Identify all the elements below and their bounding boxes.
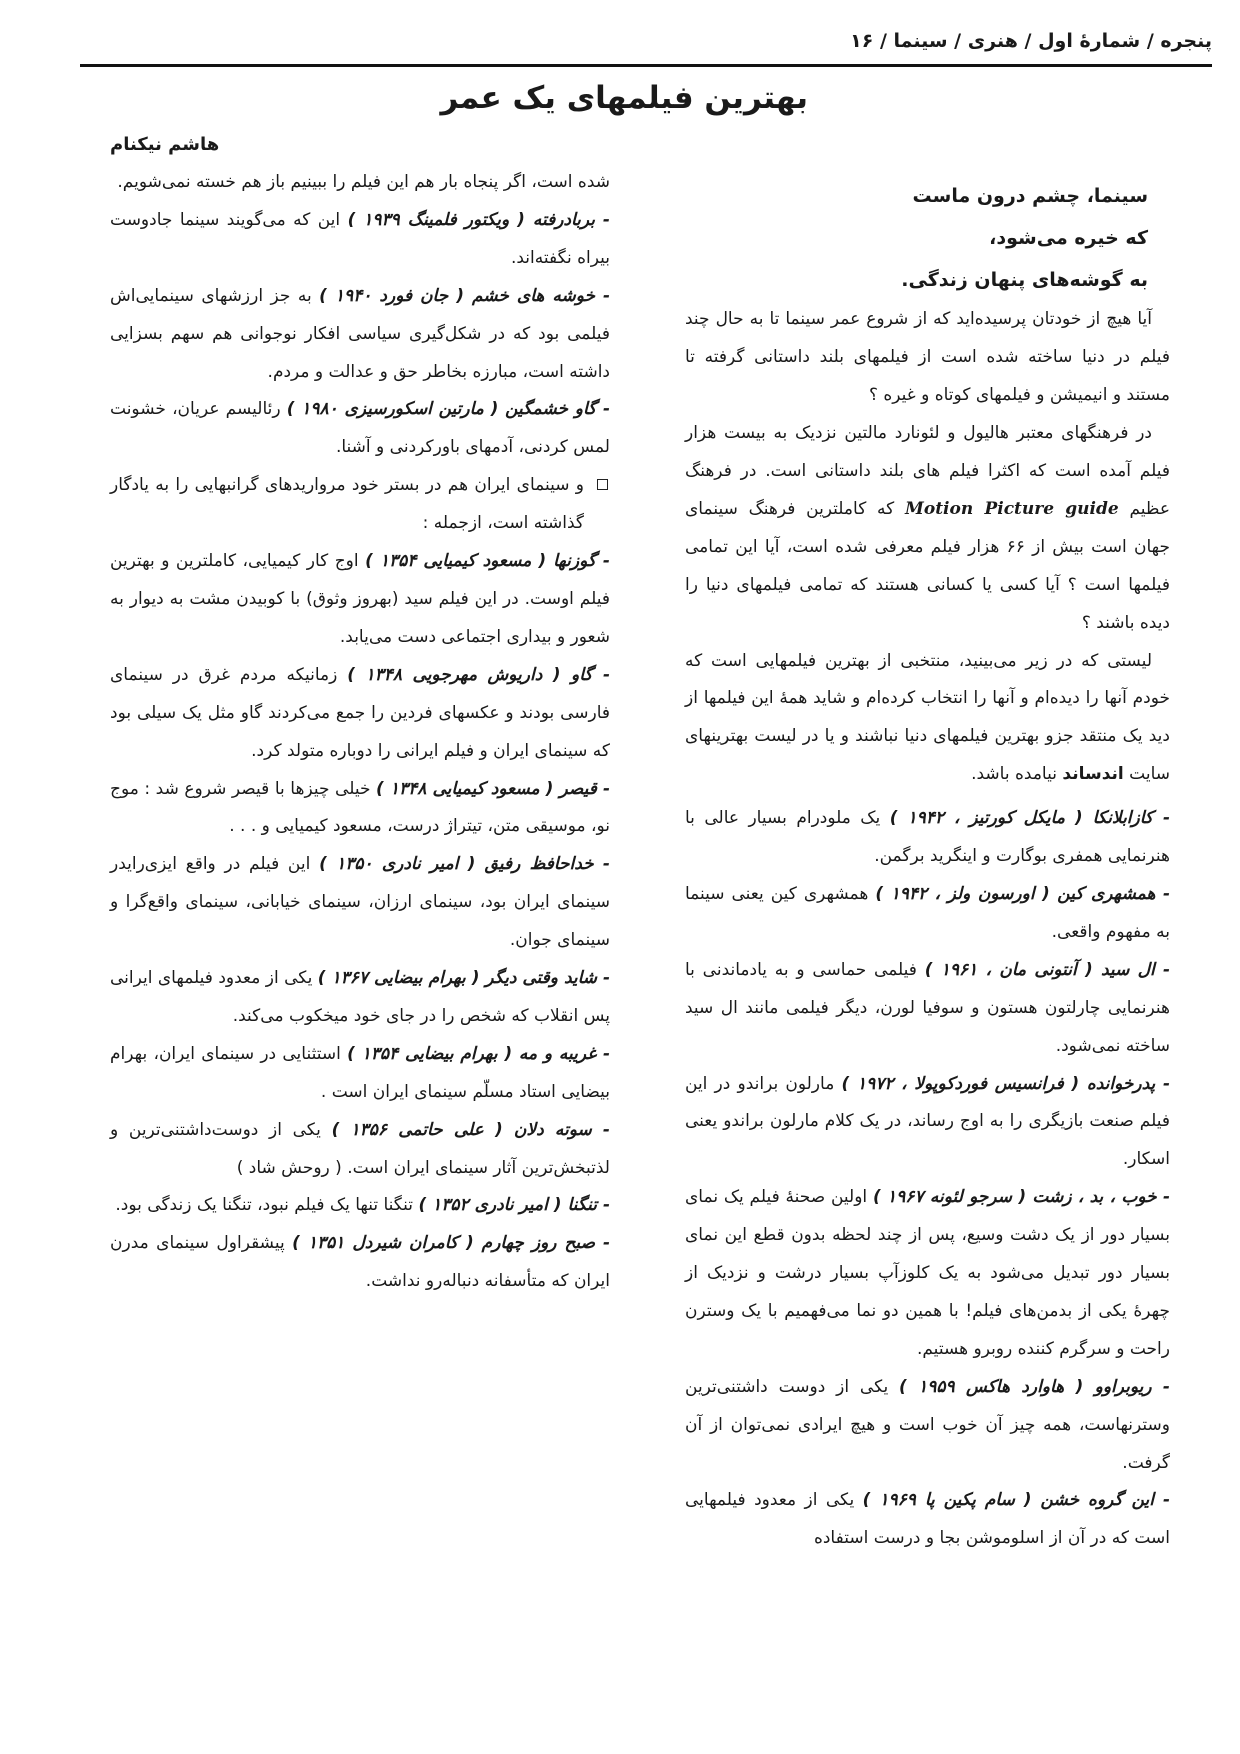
- film-entry: [110, 1036, 610, 1112]
- film-text: همشهری کین یعنی سینما به مفهوم واقعی.: [685, 883, 1170, 942]
- iranian-cinema-intro: [110, 467, 610, 543]
- film-title: - غریبه و مه ( بهرام بیضایی ۱۳۵۴ ): [347, 1043, 610, 1064]
- film-entry: [685, 1066, 1170, 1180]
- square-bullet-icon: [597, 479, 608, 490]
- film-title: - بربادرفته ( ویکتور فلمینگ ۱۹۳۹ ): [347, 209, 610, 230]
- intro-2-text-before: در فرهنگهای معتبر هالیول و لئونارد مالتین نزدیک به بیست هزار فیلم آمده است که اکثرا فیلم های بلند داستانی است. در فرهنگ عظیم: [685, 423, 1170, 519]
- film-text: یکی از دوست‌داشتنی‌ترین و لذتبخش‌ترین آثار سینمای ایران است. ( روحش شاد ): [110, 1119, 610, 1178]
- film-text: یکی از معدود فیلمهای ایرانی پس انقلاب که شخص را در جای خود میخکوب می‌کند.: [110, 968, 610, 1026]
- film-entry: [110, 657, 610, 771]
- film-title: - کازابلانکا ( مایکل کورتیز ، ۱۹۴۲ ): [889, 808, 1171, 829]
- film-title: - این گروه خشن ( سام پکین پا ۱۹۶۹ ): [862, 1490, 1171, 1511]
- intro-3-text-after: نیامده باشد.: [971, 764, 1057, 785]
- intro-2-text-after: که کاملترین فرهنگ سینمای جهان است بیش از ۶۶ هزار فیلم معرفی شده است، آیا این تمامی فیلمها است ؟ آیا کسی یا کسانی هستند که تمامی فیلمهای دنیا را دیده باشند ؟: [685, 498, 1170, 633]
- header-rule: [80, 64, 1212, 67]
- article-title: بهترین فیلمهای یک عمر: [440, 80, 808, 116]
- lead-line-1: سینما، چشم درون ماست: [912, 185, 1148, 207]
- film-entry: [110, 391, 610, 467]
- film-text: رئالیسم عریان، خشونت لمس کردنی، آدمهای باورکردنی و آشنا.: [110, 399, 610, 458]
- left-column: [110, 164, 610, 1301]
- running-header: پنجره / شمارهٔ اول / هنری / سینما / ۱۶: [850, 30, 1212, 52]
- film-entry: [110, 543, 610, 657]
- intro-paragraph-1: آیا هیچ از خودتان پرسیده‌اید که از شروع عمر سینما تا به حال چند فیلم در دنیا ساخته شده است از فیلمهای بلند داستانی گرفته تا مستند و انیمیشن و فیلمهای کوتاه و غیره ؟: [685, 309, 1170, 406]
- film-title: - تنگنا ( امیر نادری ۱۳۵۲ ): [418, 1195, 610, 1216]
- film-text: پیشقراول سینمای مدرن ایران که متأسفانه دنباله‌رو نداشت.: [110, 1233, 610, 1292]
- film-entry: [685, 952, 1170, 1066]
- film-entry: [685, 1369, 1170, 1483]
- film-entry: [110, 771, 610, 847]
- film-entry: [110, 278, 610, 392]
- film-entry: [685, 1482, 1170, 1558]
- film-text: استثنایی در سینمای ایران، بهرام بیضایی استاد مسلّم سینمای ایران است .: [110, 1043, 610, 1102]
- film-text: اوج کار کیمیایی، کاملترین و بهترین فیلم اوست. در این فیلم سید (بهروز وثوق) با کوبیدن مشت به دیوار به شعور و بیداری اجتماعی دست می‌یابد.: [110, 551, 610, 647]
- film-text: این فیلم در واقع ایزی‌رایدر سینمای ایران بود، سینمای ارزان، سینمای خیابانی، سینمای واقع‌گرا و سینمای جوان.: [110, 854, 610, 951]
- film-title: - سوته دلان ( علی حاتمی ۱۳۵۶ ): [331, 1119, 610, 1140]
- film-title: - خوشه های خشم ( جان فورد ۱۹۴۰ ): [319, 285, 611, 306]
- english-title: Motion Picture guide: [905, 498, 1119, 519]
- right-entry-list: [685, 800, 1170, 1558]
- intro-3-text-before: لیستی که در زیر می‌بینید، منتخبی از بهترین فیلمهایی است که خودم آنها را دیده‌ام و آنها را انتخاب کرده‌ام و شاید همهٔ این فیلمها از دید یک منتقد جزو بهترین فیلمهای دنیا نباشند و یا در لیست بهترینهای سایت: [685, 650, 1170, 785]
- film-entry: [110, 202, 610, 278]
- film-text: یکی از معدود فیلمهایی است که در آن از اسلوموشن بجا و درست استفاده: [685, 1490, 1170, 1549]
- intro-paragraph-2: [685, 415, 1170, 642]
- film-title: - گاو خشمگین ( مارتین اسکورسیزی ۱۹۸۰ ): [286, 399, 610, 420]
- film-title: - قیصر ( مسعود کیمیایی ۱۳۴۸ ): [376, 778, 611, 799]
- film-title: - خداحافظ رفیق ( امیر نادری ۱۳۵۰ ): [319, 854, 610, 875]
- film-title: - گاو ( داریوش مهرجویی ۱۳۴۸ ): [347, 664, 610, 685]
- intro-3-bold: اندساند: [1062, 764, 1124, 785]
- lead-line-2: که خیره می‌شود،: [989, 226, 1148, 249]
- film-title: - شاید وقتی دیگر ( بهرام بیضایی ۱۳۶۷ ): [317, 968, 610, 989]
- film-entry: [110, 846, 610, 960]
- film-text: خیلی چیزها با قیصر شروع شد : موج نو، موسیقی متن، تیتراژ درست، مسعود کیمیایی و . . .: [110, 778, 610, 837]
- film-entry: [110, 1187, 610, 1225]
- bullet-intro-text: و سینمای ایران هم در بستر خود مرواریدهای گرانبهایی را به یادگار گذاشته است، ازجمله :: [110, 475, 584, 534]
- film-title: - ریوبراوو ( هاوارد هاکس ۱۹۵۹ ): [899, 1376, 1170, 1397]
- right-column: [685, 176, 1170, 1558]
- film-text: این که می‌گویند سینما جادوست بیراه نگفته‌اند.: [110, 209, 610, 268]
- film-text: یکی از دوست داشتنی‌ترین وسترنهاست، همه چیز آن خوب است و هیچ ایرادی نمی‌توان از آن گرفت.: [685, 1376, 1170, 1473]
- film-title: - گوزنها ( مسعود کیمیایی ۱۳۵۴ ): [365, 551, 610, 572]
- continuation-text: شده است، اگر پنجاه بار هم این فیلم را ببینیم باز هم خسته نمی‌شویم.: [117, 172, 610, 192]
- film-entry: [110, 960, 610, 1036]
- film-title: - خوب ، بد ، زشت ( سرجو لئونه ۱۹۶۷ ): [872, 1187, 1171, 1208]
- lead-line-3: به گوشه‌های پنهان زندگی.: [901, 268, 1148, 291]
- film-title: - پدرخوانده ( فرانسیس فوردکوپولا ، ۱۹۷۲ ): [841, 1073, 1170, 1094]
- film-text: مارلون براندو در این فیلم صنعت بازیگری را به اوج رساند، در یک کلام مارلون براندو یعنی اسکار.: [685, 1073, 1170, 1170]
- film-title: - همشهری کین ( اورسون ولز ، ۱۹۴۲ ): [875, 883, 1170, 904]
- film-entry: [685, 1179, 1170, 1369]
- film-text: فیلمی حماسی و به یادماندنی با هنرنمایی چارلتون هستون و سوفیا لورن، دیگر فیلمی مانند ال سید ساخته نمی‌شود.: [685, 959, 1170, 1056]
- film-text: تنگنا تنها یک فیلم نبود، تنگنا یک زندگی بود.: [115, 1195, 414, 1216]
- film-text: به جز ارزشهای سینمایی‌اش فیلمی بود که در شکل‌گیری سیاسی افکار نوجوانی هم سهم بسزایی داشته است، مبارزه بخاطر حق و عدالت و مردم.: [110, 285, 610, 382]
- film-entry: [110, 1112, 610, 1188]
- film-entry: [110, 1225, 610, 1301]
- film-text: یک ملودرام بسیار عالی با هنرنمایی همفری بوگارت و اینگرید برگمن.: [685, 808, 1170, 867]
- intro-paragraph-3: [685, 643, 1170, 795]
- film-text: زمانیکه مردم غرق در سینمای فارسی بودند و عکسهای فردین را جمع می‌کردند گاو مثل یک سیلی بود که سینمای ایران و فیلم ایرانی را دوباره متولد کرد.: [110, 664, 610, 761]
- film-text: اولین صحنهٔ فیلم یک نمای بسیار دور از یک دشت وسیع، پس از چند لحظه بدون قطع این نمای بسیار دور تبدیل می‌شود به یک کلوزآپ بسیار درشت و نزدیک از چهرهٔ یکی از بدمن‌های فیلم! با همین دو نما می‌فهمیم با یک وسترن راحت و سرگرم کننده روبرو هستیم.: [685, 1187, 1170, 1359]
- author-byline: هاشم نیکنام: [110, 134, 220, 155]
- film-title: - صبح روز چهارم ( کامران شیردل ۱۳۵۱ ): [292, 1233, 611, 1254]
- film-entry: [685, 876, 1170, 952]
- film-title: - ال سید ( آنتونی مان ، ۱۹۶۱ ): [924, 959, 1171, 980]
- film-entry: [685, 800, 1170, 876]
